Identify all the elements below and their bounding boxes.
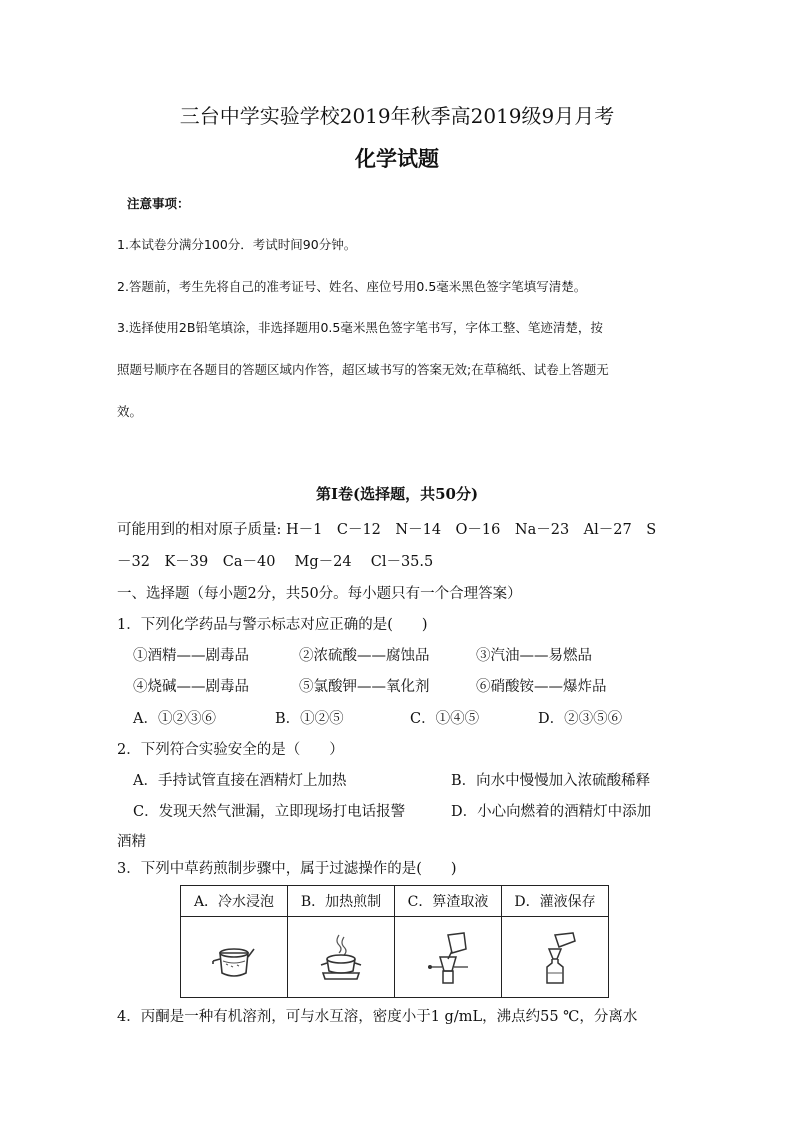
- part-heading: 一、选择题（每小题2分，共50分。每小题只有一个合理答案）: [117, 586, 522, 602]
- step-a-image: [181, 917, 288, 998]
- filtering-icon: [418, 927, 478, 987]
- q1-option-b[interactable]: B．①②⑤: [275, 711, 344, 727]
- section-title: 第Ⅰ卷(选择题，共50分): [315, 485, 479, 503]
- q1-option-a[interactable]: A．①②③⑥: [133, 711, 216, 727]
- q3-stem: 3．下列中草药煎制步骤中，属于过滤操作的是( ): [117, 861, 457, 877]
- notice-item-2: 2.答题前，考生先将自己的准考证号、姓名、座位号用0.5毫米黑色签字笔填写清楚。: [117, 279, 587, 294]
- q2-option-a[interactable]: A．手持试管直接在酒精灯上加热: [133, 773, 347, 789]
- step-b-image: [288, 917, 395, 998]
- heating-pot-icon: [311, 927, 371, 987]
- q1-item-6: ⑥硝酸铵——爆炸品: [476, 679, 607, 695]
- bottling-icon: [525, 927, 585, 987]
- q1-item-2: ②浓硫酸——腐蚀品: [299, 648, 430, 664]
- q1-item-4: ④烧碱——剧毒品: [133, 679, 249, 695]
- q4-stem: 4．丙酮是一种有机溶剂，可与水互溶，密度小于1 g/mL，沸点约55 ℃，分离水: [117, 1009, 638, 1025]
- notice-item-1: 1.本试卷分满分100分．考试时间90分钟。: [117, 237, 357, 252]
- q1-item-3: ③汽油——易燃品: [476, 648, 592, 664]
- exam-title: 三台中学实验学校2019年秋季高2019级9月月考: [179, 104, 615, 128]
- step-b-label: B．加热煎制: [288, 886, 395, 917]
- step-d-image: [502, 917, 609, 998]
- q1-item-5: ⑤氯酸钾——氧化剂: [299, 679, 430, 695]
- q2-option-b[interactable]: B．向水中慢慢加入浓硫酸稀释: [451, 773, 651, 789]
- notice-heading: 注意事项：: [127, 196, 190, 211]
- q2-option-d-wrap: 酒精: [117, 834, 146, 850]
- notice-item-3: 3.选择使用2B铅笔填涂，非选择题用0.5毫米黑色签字笔书写，字体工整、笔迹清楚，按: [117, 320, 603, 335]
- exam-subtitle: 化学试题: [355, 146, 439, 171]
- q2-option-c[interactable]: C．发现天然气泄漏，立即现场打电话报警: [133, 804, 406, 820]
- q3-steps-table: [180, 885, 609, 998]
- step-c-label: C．箅渣取液: [395, 886, 502, 917]
- q2-option-d[interactable]: D．小心向燃着的酒精灯中添加: [451, 804, 652, 820]
- q1-option-d[interactable]: D．②③⑤⑥: [538, 711, 623, 727]
- q1-item-1: ①酒精——剧毒品: [133, 648, 249, 664]
- step-c-image: [395, 917, 502, 998]
- atomic-mass-line-1: 可能用到的相对原子质量: H－1 C－12 N－14 O－16 Na－23 Al－27 S: [117, 522, 657, 538]
- atomic-mass-line-2: －32 K－39 Ca－40 Mg－24 Cl－35.5: [117, 554, 434, 570]
- notice-item-3-end: 效。: [117, 404, 143, 419]
- step-d-label: D．灌液保存: [502, 886, 609, 917]
- step-a-label: A．冷水浸泡: [181, 886, 288, 917]
- q1-stem: 1．下列化学药品与警示标志对应正确的是( ): [117, 617, 428, 633]
- q1-option-c[interactable]: C．①④⑤: [410, 711, 480, 727]
- notice-item-3-cont: 照题号顺序在各题目的答题区域内作答，超区域书写的答案无效;在草稿纸、试卷上答题无: [117, 362, 609, 377]
- q2-stem: 2．下列符合实验安全的是（ ）: [117, 742, 344, 758]
- soaking-pot-icon: [204, 927, 264, 987]
